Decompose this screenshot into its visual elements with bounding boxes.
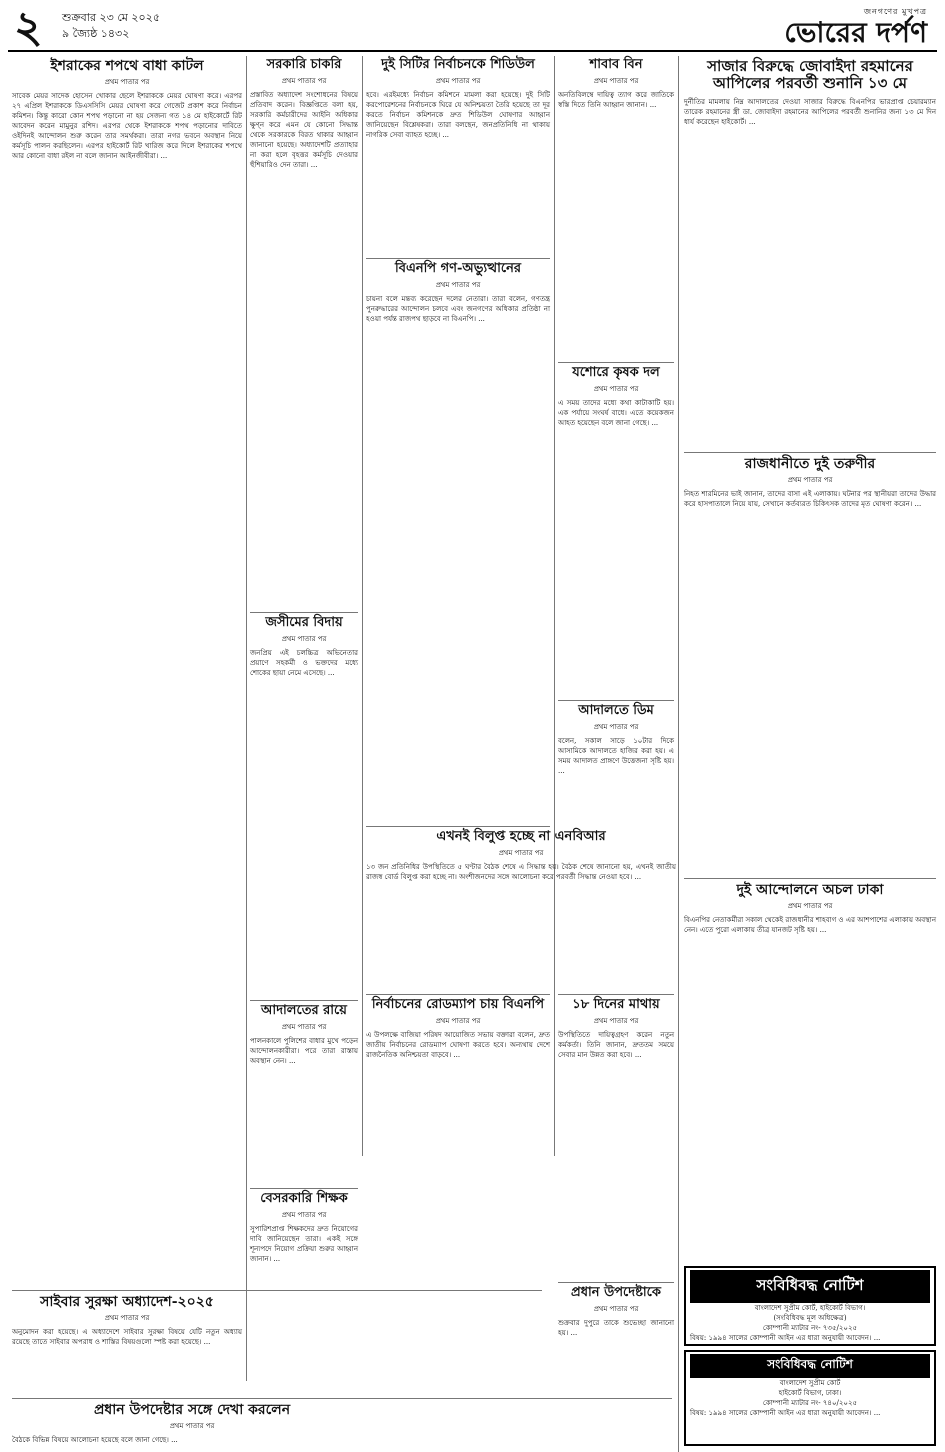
notice-sub: হাইকোর্ট বিভাগ, ঢাকা। [778, 1389, 842, 1397]
article-byline: প্রথম পাতার পর [435, 1016, 481, 1025]
article-body: এ সময় তাদের মধ্যে কথা কাটাকাটি হয়। এক পর্যায়ে সংঘর্ষ বাধে। এতে কয়েকজন আহত হয়েছেন বলে জানা গেছে। ... [558, 398, 677, 427]
article-ishraque [12, 58, 245, 1283]
statutory-notice-2 [684, 1350, 936, 1446]
issue-date [62, 10, 160, 42]
article-byline: প্রথম পাতার পর [787, 476, 833, 485]
section-rule [558, 994, 674, 995]
notice-body: বিষয়: ১৯৯৪ সালের কোম্পানী আইন এর ধারা অনুযায়ী আবেদন। ... [690, 1334, 881, 1342]
article-byline: প্রথম পাতার পর [593, 384, 639, 393]
article-body: উপস্থিতিতে দায়িত্বগ্রহণ করেন নতুন কর্মকর্তা। তিনি জানান, দ্রুততম সময়ে সেবার মান উন্নত করা হবে। ... [558, 1030, 677, 1059]
article-athero-din [558, 997, 677, 1278]
article-byline: প্রথম পাতার পর [593, 1016, 639, 1025]
article-dui-city [366, 57, 553, 253]
date-line-1: শুক্রবার ২৩ মে ২০২৫ [62, 11, 160, 24]
section-rule [366, 826, 550, 827]
column-divider [362, 56, 363, 1156]
article-body: প্রস্তাবিত অধ্যাদেশ সংশোধনের বিষয়ে প্রতিবাদ করেন। বিজ্ঞপ্তিতে বলা হয়, সরকারি কর্মচারীদের আইনি অধিকার ক্ষুণ্ন করে এমন যে কোনো সিদ্ধান্ত থেকে সরকারকে বিরত থাকার আহ্বান জানানো হয়েছে। অধ্যাদেশটি প্রত্যাহার না করা হলে বৃহত্তর কর্মসূচি দেওয়ার হুঁশিয়ারিও দেন তারা। ... [250, 90, 361, 169]
article-byline: প্রথম পাতার পর [593, 1304, 639, 1313]
article-byline: প্রথম পাতার পর [435, 280, 481, 289]
article-byline: প্রথম পাতার পর [435, 76, 481, 85]
section-rule [250, 1000, 358, 1001]
article-body: সাবেক মেয়র সাদেক হোসেন খোকার ছেলে ইশরাককে মেয়র ঘোষণা করে। এরপর ২৭ এপ্রিল ইশরাককে ডিএসসিসি মেয়র ঘোষণা করে গেজেট প্রকাশ করে নির্বাচন কমিশন। কিন্তু কারো কোন শপথ পড়ানো না হয় সেজন্য গত ১৪ মে হাইকোর্টে রিট আবেদন করেন মামুনুর রশিদ। এরপর থেকে ইশরাককে শপথ পড়ানোর দাবিতে ওইদিনই আন্দোলন শুরু করেন তার সমর্থকরা। তারা নগর ভবনে অবস্থান নিয়ে কর্মসূচি পালন করছিলেন। এরপর হাইকোর্ট রিট খারিজ করে দিলে ইশরাকের শপথে আর কোনো বাধা রইল না বলে জানান আইনজীবীরা। ... [12, 92, 245, 161]
article-sarkari-chakri [250, 57, 361, 608]
page-number: ২ [14, 2, 43, 53]
article-body: চায়না বলে মন্তব্য করেছেন দলের নেতারা। তারা বলেন, গণতন্ত্র পুনরুদ্ধারের আন্দোলন চলবে এবং জনগণের অধিকার প্রতিষ্ঠা না হওয়া পর্যন্ত রাজপথ ছাড়বে না বিএনপি। ... [366, 294, 553, 323]
article-headline: নির্বাচনের রোডম্যাপ চায় বিএনপি [371, 997, 545, 1012]
article-body: দুর্নীতির মামলায় নিম্ন আদালতের দেওয়া সাজার বিরুদ্ধে বিএনপির ভারপ্রাপ্ত চেয়ারম্যান তারেক রহমানের স্ত্রী ডা. জোবাইদা রহমানের আপিলের পরবর্তী শুনানির জন্য ১৩ মে দিন ধার্য করেছেন হাইকোর্ট। ... [684, 97, 939, 126]
logo-name: ভোরের দর্পণ [784, 16, 927, 49]
notice-case: কোম্পানী ম্যাটার নং- ৭৪০/২০২৫ [762, 1399, 858, 1407]
article-headline: ১৮ দিনের মাথায় [572, 997, 660, 1012]
article-body: হবে। এরইমধ্যে নির্বাচন কমিশনে মামলা করা হয়েছে। দুই সিটি করপোরেশনের নির্বাচনকে ঘিরে যে অনিশ্চয়তা তৈরি হয়েছে তা দূর করতে নির্বাচন কমিশনকে দ্রুত শিডিউল ঘোষণার আহ্বান জানিয়েছেন বিশ্লেষকরা। তারা বলছেন, জনপ্রতিনিধি না থাকায় নাগরিক সেবা ব্যাহত হচ্ছে। ... [366, 90, 553, 139]
logo-tagline: জনগণের মুখপত্র [863, 7, 927, 16]
notice-court: বাংলাদেশ সুপ্রীম কোর্ট [779, 1379, 841, 1387]
article-body: শুক্রবার দুপুরে তাকে শুভেচ্ছা জানানো হয়। ... [558, 1318, 677, 1337]
section-rule [684, 878, 936, 879]
article-headline: ইশরাকের শপথে বাধা কাটল [50, 58, 204, 74]
column-divider [246, 56, 247, 1381]
article-body: পালনকালে পুলিশের বাধার মুখে পড়েন আন্দোলনকারীরা। পরে তারা রাস্তায় অবস্থান নেন। ... [250, 1036, 361, 1065]
article-byline: প্রথম পাতার পর [169, 1422, 215, 1431]
article-byline: প্রথম পাতার পর [593, 722, 639, 731]
article-byline: প্রথম পাতার পর [281, 1210, 327, 1219]
header-rule [8, 50, 937, 52]
section-rule [366, 258, 550, 259]
article-adalote-dim [558, 703, 677, 824]
section-rule [250, 1188, 358, 1189]
article-prodhan-upodeshta-2 [558, 1285, 677, 1396]
notice-court: বাংলাদেশ সুপ্রীম কোর্ট, হাইকোর্ট বিভাগ। [754, 1304, 866, 1312]
notice-case: কোম্পানী ম্যাটার নং- ৭৩৫/২০২৫ [762, 1324, 858, 1332]
article-biluptho-nbr [366, 829, 679, 990]
article-body: বৈঠকে বিভিন্ন বিষয়ে আলোচনা হয়েছে বলে জানা গেছে। ... [12, 1436, 178, 1445]
article-byline: প্রথম পাতার পর [787, 902, 833, 911]
article-body: অনুমোদন করা হয়েছে। এ অধ্যাদেশে সাইবার সুরক্ষা বিষয়ে যেটি নতুন অধ্যায় রয়েছে তাতে সাইবার অপরাধ ও শাস্তির বিষয়গুলো স্পষ্ট করা হয়েছে। ... [12, 1328, 245, 1347]
article-roadmap [366, 997, 553, 1388]
article-headline: আদালতে ডিম [578, 703, 654, 718]
article-adalot-raye [250, 1003, 361, 1184]
article-body: নিহত শারমিনের ভাই জানান, তাদের বাসা এই এলাকায়। ঘটনার পর স্থানীয়রা তাদের উদ্ধার করে হাসপাতালে নিয়ে যায়, সেখানে কর্তব্যরত চিকিৎসক তাদের মৃত ঘোষণা করেন। ... [684, 490, 939, 509]
article-headline: প্রধান উপদেষ্টাকে [571, 1285, 661, 1300]
article-prodhan-upodeshta [12, 1402, 372, 1450]
article-dui-andolon [684, 882, 939, 1262]
section-rule [250, 612, 358, 613]
article-cyber [12, 1294, 245, 1394]
article-body: বিএনপির নেতাকর্মীরা সকাল থেকেই রাজধানীর শাহবাগ ও এর আশপাশের এলাকায় অবস্থান নেন। এতে পুরো এলাকায় তীব্র যানজট সৃষ্টি হয়। ... [684, 916, 939, 935]
section-rule [366, 994, 550, 995]
article-headline: বিএনপি গণ-অভ্যুত্থানের [394, 261, 522, 276]
article-joshore [558, 365, 677, 696]
article-headline: শাবাব বিন [589, 57, 643, 72]
article-headline: সরকারি চাকরি [266, 57, 342, 72]
article-byline: প্রথম পাতার পর [281, 1022, 327, 1031]
article-body: সুপারিশপ্রাপ্ত শিক্ষকদের দ্রুত নিয়োগের দাবি জানিয়েছেন তারা। একই সঙ্গে শূন্যপদে নিয়োগ প্রক্রিয়া শুরুর আহ্বান জানান। ... [250, 1224, 361, 1263]
article-jasimer-biday [250, 615, 361, 996]
section-rule [558, 1282, 674, 1283]
article-byline: প্রথম পাতার পর [104, 78, 150, 87]
column-divider [554, 56, 555, 1156]
article-byline: প্রথম পাতার পর [498, 848, 544, 857]
article-shabab-bin [558, 57, 677, 358]
article-byline: প্রথম পাতার পর [104, 1314, 150, 1323]
section-rule [558, 362, 674, 363]
article-jobaida [684, 57, 939, 448]
article-headline: এখনই বিলুপ্ত হচ্ছে না এনবিআর [436, 829, 606, 844]
article-headline: রাজধানীতে দুই তরুণীর [744, 456, 876, 472]
article-byline: প্রথম পাতার পর [281, 76, 327, 85]
article-headline: প্রধান উপদেষ্টার সঙ্গে দেখা করলেন [93, 1402, 291, 1418]
article-headline: জসীমের বিদায় [265, 615, 343, 630]
notice-body: বিষয়: ১৯৯৪ সালের কোম্পানী আইন এর ধারা অনুযায়ী আবেদন। ... [690, 1409, 881, 1417]
article-body: ১৩ জন প্রতিনিধির উপস্থিতিতে ৫ ঘণ্টার বৈঠক শেষে এ সিদ্ধান্ত হয়। বৈঠক শেষে জানানো হয়, এখনই জাতীয় রাজস্ব বোর্ড বিলুপ্ত করা হচ্ছে না। অংশীজনদের সঙ্গে আলোচনা করে পরবর্তী সিদ্ধান্ত নেওয়া হবে। ... [366, 862, 679, 881]
notice-title: সংবিধিবদ্ধ নোটিশ [690, 1270, 930, 1303]
article-rajdhani [684, 456, 939, 874]
article-headline: বেসরকারি শিক্ষক [260, 1191, 348, 1206]
article-body: জনপ্রিয় এই চলচ্চিত্র অভিনেতার প্রয়াণে সহকর্মী ও ভক্তদের মধ্যে শোকের ছায়া নেমে এসেছে। ... [250, 648, 361, 677]
date-line-2: ৯ জ্যৈষ্ঠ ১৪৩২ [62, 27, 130, 40]
article-headline: দুই সিটির নির্বাচনকে শিডিউল [381, 57, 535, 72]
article-body: বলেন, সকাল সাড়ে ১০টার দিকে আসামিকে আদালতে হাজির করা হয়। এ সময় আদালত প্রাঙ্গণে উত্তেজনা সৃষ্টি হয়। ... [558, 736, 677, 775]
notice-sub: (সংবিধিবদ্ধ মূল অধিক্ষেত্র) [773, 1314, 847, 1322]
article-body: অনতিবিলম্বে দায়িত্ব ত্যাগ করে জাতিকে স্বস্তি দিতে তিনি আহ্বান জানান। ... [558, 90, 677, 109]
article-headline: আদালতের রায়ে [261, 1003, 347, 1018]
statutory-notice-1 [684, 1266, 936, 1346]
notice-title: সংবিধিবদ্ধ নোটিশ [690, 1354, 930, 1378]
column-divider [678, 56, 679, 1452]
section-rule [558, 700, 674, 701]
article-headline: দুই আন্দোলনে অচল ঢাকা [736, 882, 884, 898]
article-byline: প্রথম পাতার পর [281, 634, 327, 643]
section-rule [684, 452, 936, 453]
section-rule [12, 1398, 672, 1399]
article-headline: সাইবার সুরক্ষা অধ্যাদেশ-২০২৫ [40, 1294, 214, 1310]
article-byline: প্রথম পাতার পর [593, 76, 639, 85]
article-headline: সাজার বিরুদ্ধে জোবাইদা রহমানের আপিলের পরবর্তী শুনানি ১৩ মে [707, 57, 913, 93]
article-besorkari [250, 1191, 361, 1287]
article-gono-ovyuthan [366, 261, 553, 822]
article-headline: যশোরে কৃষক দল [572, 365, 660, 380]
masthead-logo [784, 6, 927, 47]
article-body: এ উপলক্ষে বাজিয়া পরিষদ আয়োজিত সভায় বক্তারা বলেন, দ্রুত জাতীয় নির্বাচনের রোডম্যাপ ঘোষণা করতে হবে। অন্যথায় দেশে রাজনৈতিক অনিশ্চয়তা বাড়বে। ... [366, 1030, 553, 1059]
